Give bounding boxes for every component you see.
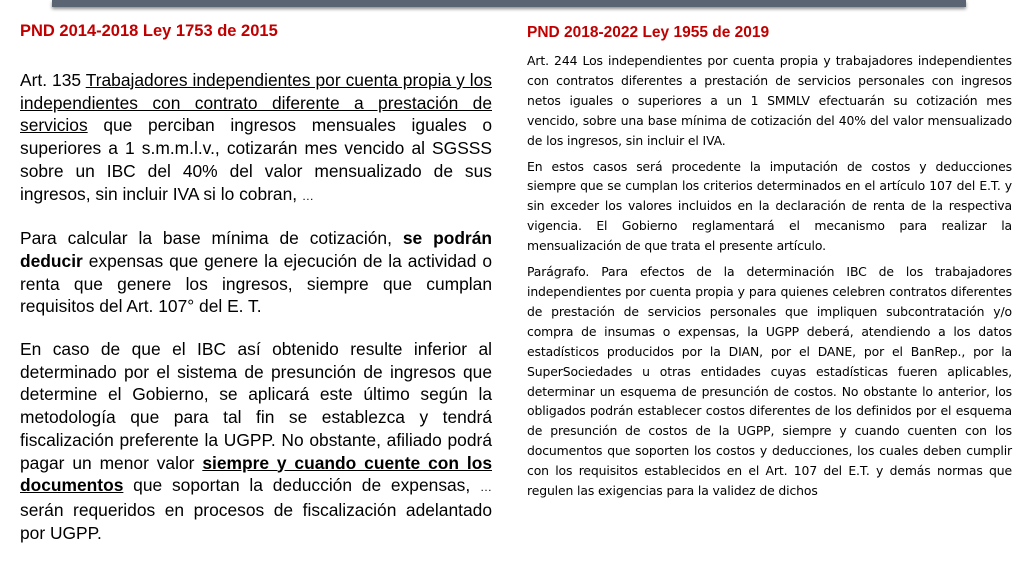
underlined-heading: Trabajadores independientes por cuenta propia y los independientes con contrato diferente a prestación de servicios (20, 70, 492, 136)
right-title: PND 2018-2022 Ley 1955 de 2019 (527, 24, 770, 41)
ellipsis: … (480, 480, 492, 495)
right-paragraph-deducciones: En estos casos será procedente la imputación de costos y deducciones siempre que se cumplan los criterios determinados en el artículo 107 del E.T. y sin exceder los valores incluidos en la declaración de renta de la respectiva vigencia. El Gobierno reglamentará el mecanismo para realizar la mensualización de que trata el presente artículo. (527, 158, 1012, 254)
left-paragraph-base-minima (20, 227, 492, 318)
ellipsis: … (301, 188, 314, 203)
paragraph-body: expensas que genere la ejecución de la actividad o renta que genere los ingresos, siempre que cumplan requisitos del Art. 107° del E. T. (20, 250, 492, 317)
left-column (20, 18, 492, 564)
article-number: Art. 135 (20, 70, 86, 90)
paragraph-body: que perciban ingresos mensuales iguales o superiores a 1 s.m.m.l.v., cotizarán mes vencido al SGSSS sobre un IBC del 40% del valor mensualizado de sus ingresos, sin incluir IVA si lo cobran, (20, 115, 492, 204)
paragraph-lead: Para calcular la base mínima de cotización, (20, 228, 403, 249)
paragraph-mid: que soportan la deducción de expensas, (123, 475, 480, 496)
left-paragraph-art-135 (20, 69, 492, 207)
paragraph-tail: serán requeridos en procesos de fiscalización adelantado por UGPP. (20, 499, 492, 543)
left-paragraph-ibc (20, 338, 492, 544)
bold-underlined-phrase: siempre y cuando cuente con los documentos (20, 452, 492, 496)
left-title: PND 2014-2018 Ley 1753 de 2015 (20, 22, 278, 40)
right-paragraph-paragrafo: Parágrafo. Para efectos de la determinación IBC de los trabajadores independientes por cuenta propia y para quienes celebren contratos diferentes de prestación de servicios personales que impliquen subcontratación y/o compra de insumas o expensas, la UGPP deberá, atendiendo a los datos estadísticos producidos por la DIAN, por el DANE, por el BanRep., por la SuperSociedades u otras entidades cuyas estadísticas fueren aplicables, determinar un esquema de presunción de costos. No obstante lo anterior, los obligados podrán establecer costos diferentes de los definidos por el esquema de presunción de costos de la UGPP, siempre y cuando cuenten con los documentos que soporten los costos y deducciones, los cuales deben cumplir con los requisitos establecidos en el Art. 107 del E.T. y demás normas que regulen las exigencias para la validez de dichos (527, 264, 1012, 499)
top-decorative-bar (52, 0, 966, 7)
bold-phrase: se podrán deducir (20, 228, 492, 271)
right-column (527, 22, 1012, 507)
right-paragraph-art-244: Art. 244 Los independientes por cuenta propia y trabajadores independientes con contratos diferentes a prestación de servicios personales con ingresos netos iguales o superiores a un 1 SMMLV efectuarán su cotización mes vencido, sobre una base mínima de cotización del 40% del valor mensualizado de los ingresos, sin incluir el IVA. (527, 53, 1012, 148)
paragraph-lead: En caso de que el IBC así obtenido resulte inferior al determinado por el sistema de presunción de ingresos que determine el Gobierno, se aplicará este último según la metodología que para tal fin se establezca y tendrá fiscalización preferente la UGPP. No obstante, afiliado podrá pagar un menor valor (20, 339, 492, 473)
